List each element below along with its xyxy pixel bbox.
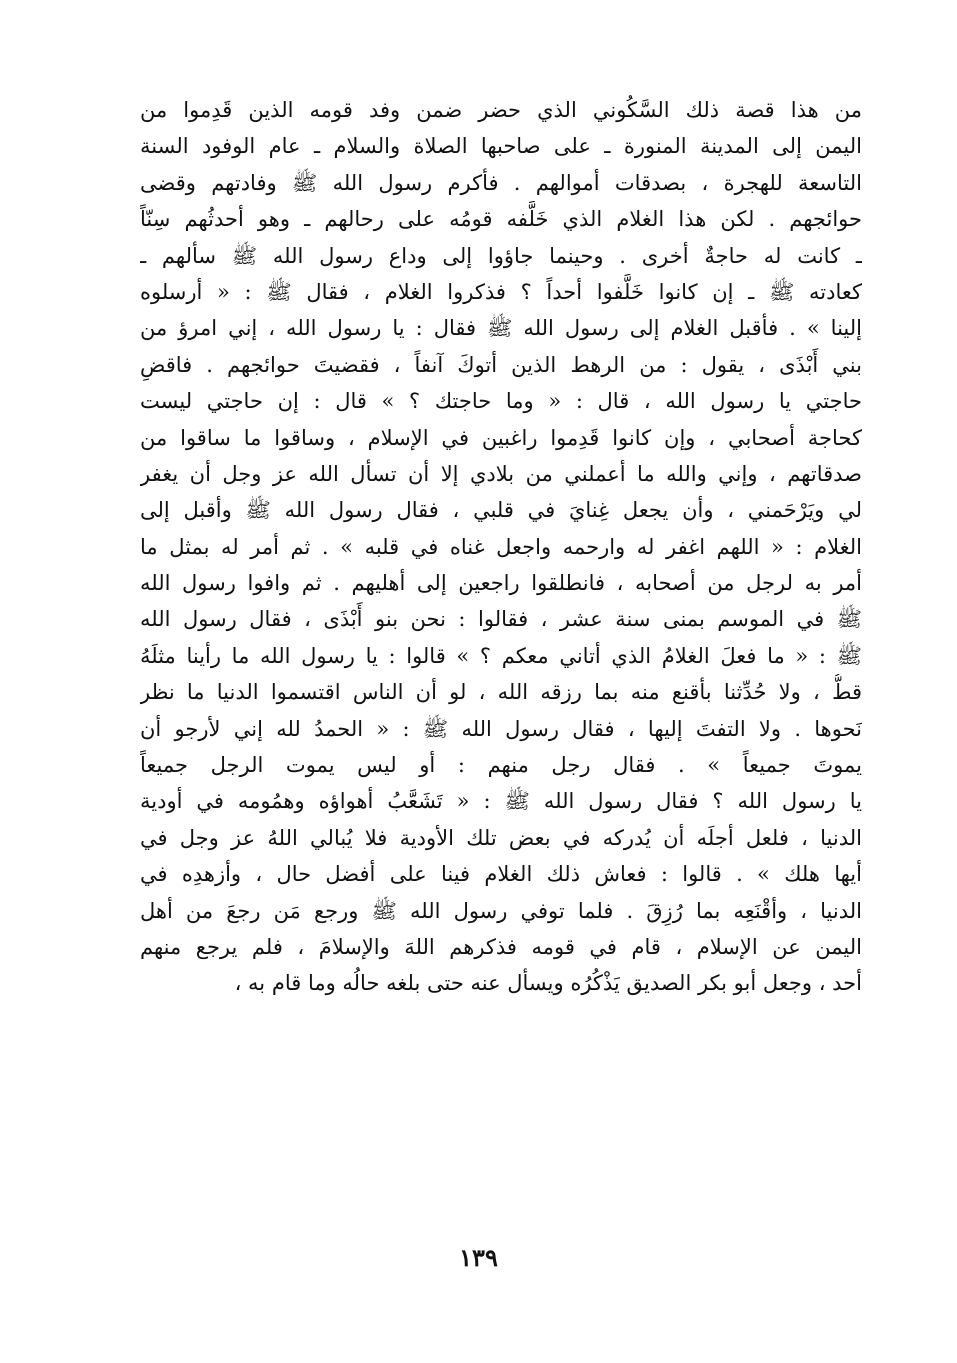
text-line: يا رسول الله ؟ فقال رسول الله ﷺ : « تَشَعَّبُ أهواؤه وهمُومه في أودية — [140, 789, 862, 814]
text-line: حاجتي يا رسول الله ، قال : « وما حاجتك ؟ » قال : إن حاجتي ليست — [140, 389, 862, 414]
page-number: ١٣٩ — [459, 1243, 498, 1272]
text-line: صدقاتهم ، وإني والله ما أعملني من بلادي إلا أن تسأل الله عز وجل أن يغفر — [140, 461, 862, 486]
text-line: الدنيا ، فلعل أجلَه أن يُدركه في بعض تلك الأودية فلا يُبالي اللهُ عز وجل في — [140, 825, 862, 850]
text-line: لي ويَرْحَمني ، وأن يجعل غِنايَ في قلبي ، فقال رسول الله ﷺ وأقبل إلى — [140, 498, 862, 523]
text-line: كحاجة أصحابي ، وإن كانوا قَدِموا راغبين في الإسلام ، وساقوا ما ساقوا من — [140, 425, 862, 450]
body-text — [140, 92, 862, 1002]
text-line: التاسعة للهجرة ، بصدقات أموالهم . فأكرم رسول الله ﷺ وفادتهم وقضى — [140, 170, 862, 195]
text-line: أحد ، وجعل أبو بكر الصديق يَذْكُرُه ويسأل عنه حتى بلغه حالُه وما قام به ، — [234, 971, 862, 996]
text-line: يموتَ جميعاً » . فقال رجل منهم : أو ليس يموت الرجل جميعاً — [140, 753, 862, 778]
text-line: كعادته ﷺ ـ إن كانوا خَلَّفوا أحداً ؟ فذكروا الغلام ، فقال ﷺ : « أرسلوه — [140, 279, 862, 304]
text-line: ﷺ : « ما فعلَ الغلامُ الذي أتاني معكم ؟ » قالوا : يا رسول الله ما رأينا مثلَهُ — [140, 643, 862, 668]
text-line: ﷺ في الموسم بمنى سنة عشر ، فقالوا : نحن بنو أَبْذَى ، فقال رسول الله — [140, 607, 862, 632]
text-line: أيها هلك » . قالوا : فعاش ذلك الغلام فينا على أفضل حال ، وأزهدِه في — [140, 862, 862, 887]
text-line: ـ كانت له حاجةٌ أخرى . وحينما جاؤوا إلى وداع رسول الله ﷺ سألهم ـ — [140, 243, 862, 268]
text-line: الدنيا ، وأقْنَعِه بما رُزِقَ . فلما توفي رسول الله ﷺ ورجع مَن رجعَ من أهل — [140, 898, 862, 923]
text-line: من هذا قصة ذلك السَّكُوني الذي حضر ضمن وفد قومه الذين قَدِموا من — [140, 98, 862, 122]
text-line: بني أَبْذَى ، يقول : من الرهط الذين أتوكَ آنفاً ، فقضيتَ حوائجهم . فاقضِ — [140, 352, 862, 377]
text-line: أمر به لرجل من أصحابه ، فانطلقوا راجعين إلى أهليهم . ثم وافوا رسول الله — [140, 571, 862, 596]
text-line: اليمن عن الإسلام ، قام في قومه فذكرهم اللهَ والإسلامَ ، فلم يرجع منهم — [140, 934, 862, 959]
text-line: اليمن إلى المدينة المنورة ـ على صاحبها الصلاة والسلام ـ عام الوفود السنة — [140, 134, 862, 159]
text-line: نَحوها . ولا التفتَ إليها ، فقال رسول الله ﷺ : « الحمدُ لله إني لأرجو أن — [140, 716, 862, 741]
text-line: الغلام : « اللهم اغفر له وارحمه واجعل غناه في قلبه » . ثم أمر له بمثل ما — [140, 534, 862, 559]
text-line: إلينا » . فأقبل الغلام إلى رسول الله ﷺ فقال : يا رسول الله ، إني امرؤ من — [140, 316, 862, 341]
text-line: قطُّ ، ولا حُدِّثنا بأقنع منه بما رزقه الله ، لو أن الناس اقتسموا الدنيا ما نظر — [140, 680, 862, 705]
text-line: حوائجهم . لكن هذا الغلام الذي خَلَّفه قومُه على رحالهم ـ وهو أحدثُهم سِنّاً — [140, 207, 862, 232]
